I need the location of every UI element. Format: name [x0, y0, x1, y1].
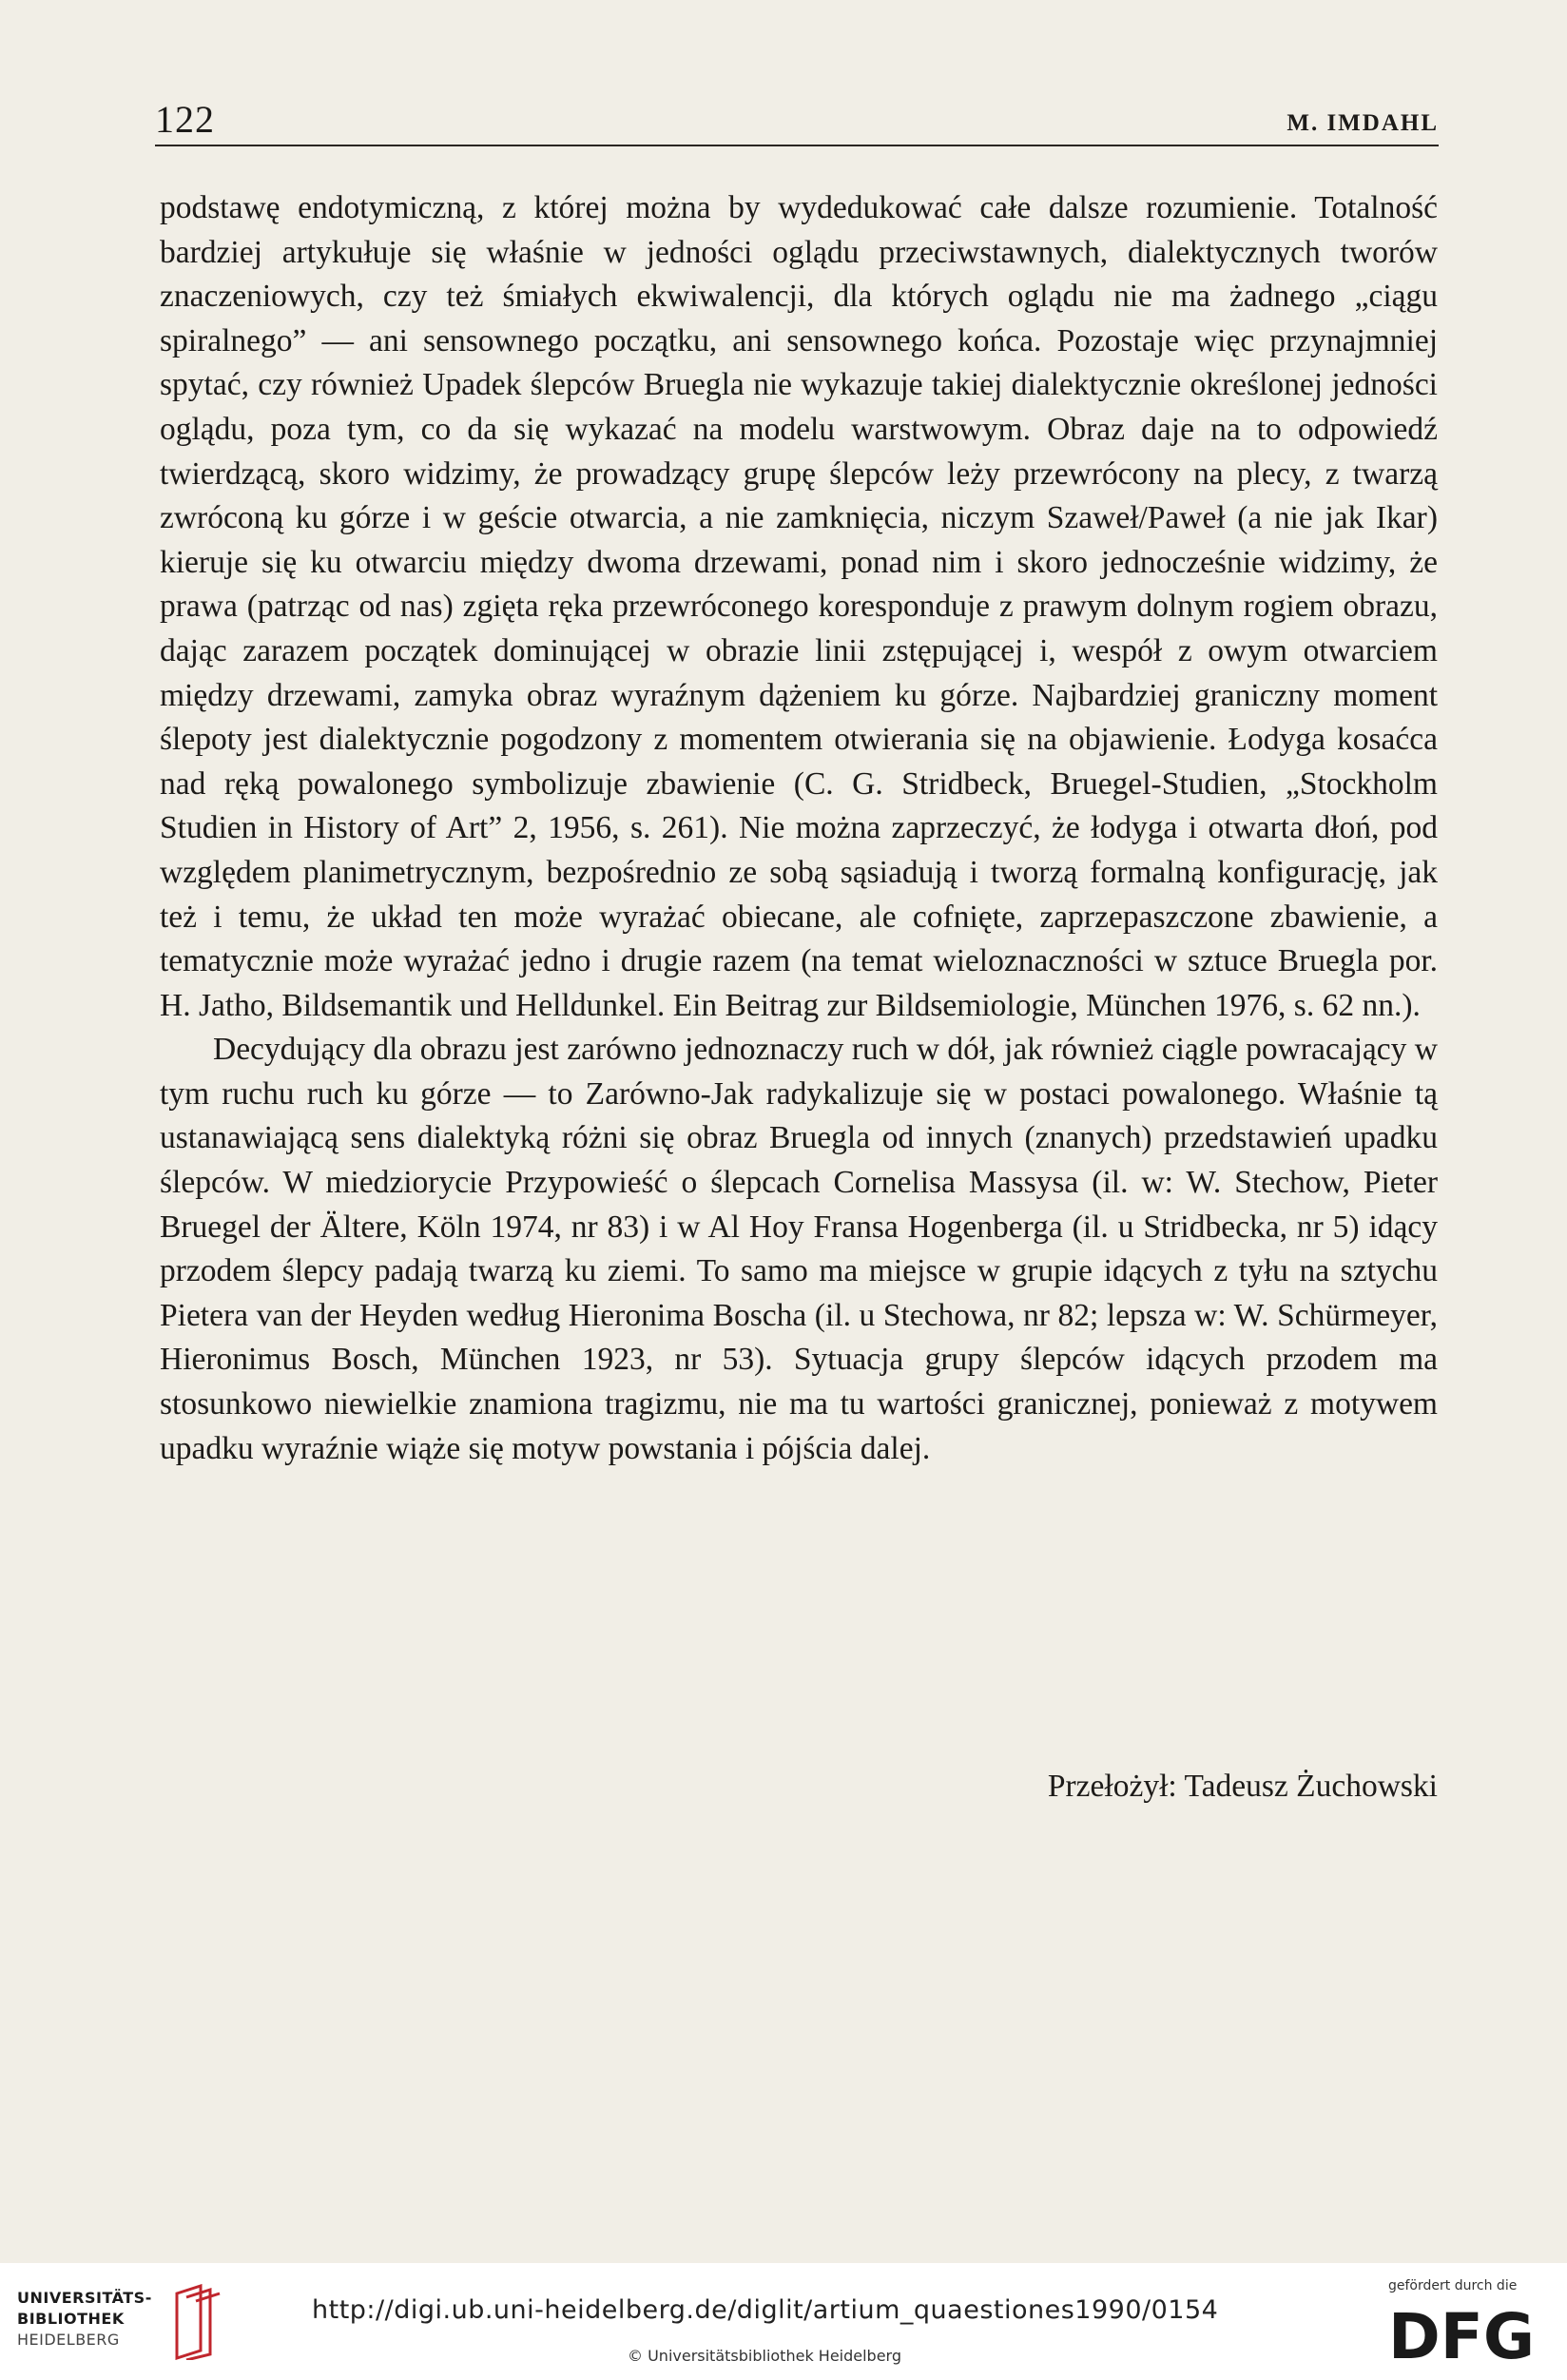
library-name [17, 2288, 152, 2351]
copyright-notice: © Universitätsbibliothek Heidelberg [628, 2347, 902, 2365]
library-name-line-2: BIBLIOTHEK [17, 2310, 125, 2328]
library-name-line-1: UNIVERSITÄTS- [17, 2289, 152, 2307]
digitization-footer [0, 2263, 1567, 2380]
running-head [155, 97, 1439, 146]
header-rule [155, 145, 1439, 146]
dfg-badge [1388, 2278, 1550, 2373]
library-emblem-icon [158, 2284, 224, 2360]
page-number: 122 [155, 98, 215, 141]
permalink-url[interactable]: http://digi.ub.uni-heidelberg.de/diglit/artium_quaestiones1990/0154 [312, 2295, 1219, 2325]
running-head-author: M. IMDAHL [1286, 110, 1439, 136]
paragraph-2: Decydujący dla obrazu jest zarówno jednoznaczy ruch w dół, jak również ciągle powracający w tym ruchu ruch ku górze — to Zarówno-Jak radykalizuje się w postaci powalonego. Właśnie tą ustanawiającą sens dialektyką różni się obraz Bruegla od innych (znanych) przedstawień upadku ślepców. W miedziorycie Przypowieść o ślepcach Cornelisa Massysa (il. w: W. Stechow, Pieter Bruegel der Ältere, Köln 1974, nr 83) i w Al Hoy Fransa Hogenberga (il. u Stridbecka, nr 5) idący przodem ślepcy padają twarzą ku ziemi. To samo ma miejsce w grupie idących z tyłu na sztychu Pietera van der Heyden według Hieronima Boscha (il. u Stechowa, nr 82; lepsza w: W. Schürmeyer, Hieronimus Bosch, München 1923, nr 53). Sytuacja grupy ślepców idących przodem ma stosunkowo niewielkie znamiona tragizmu, nie ma tu wartości granicznej, ponieważ z motywem upadku wyraźnie wiąże się motyw powstania i pójścia dalej. [160, 1032, 1438, 1466]
article-body [160, 186, 1438, 1471]
dfg-logo-icon [1388, 2303, 1540, 2366]
library-name-line-3: HEIDELBERG [17, 2331, 120, 2349]
library-logo [17, 2284, 255, 2360]
paragraph-1: podstawę endotymiczną, z której można by wydedukować całe dalsze rozumienie. Totalność bardziej artykułuje się właśnie w jedności oglądu przeciwstawnych, dialektycznych tworów znaczeniowych, czy też śmiałych ekwiwalencji, dla których oglądu nie ma żadnego „ciągu spiralnego” — ani sensownego początku, ani sensownego końca. Pozostaje więc przynajmniej spytać, czy również Upadek ślepców Bruegla nie wykazuje takiej dialektycznie określonej jedności oglądu, poza tym, co da się wykazać na modelu warstwowym. Obraz daje na to odpowiedź twierdzącą, skoro widzimy, że prowadzący grupę ślepców leży przewrócony na plecy, z twarzą zwróconą ku górze i w geście otwarcia, a nie zamknięcia, niczym Szaweł/Paweł (a nie jak Ikar) kieruje się ku otwarciu między dwoma drzewami, ponad nim i skoro jednocześnie widzimy, że prawa (patrząc od nas) zgięta ręka przewróconego koresponduje z prawym dolnym rogiem obrazu, dając zarazem początek dominującej w obrazie linii zstępującej i, wespół z owym otwarciem między drzewami, zamyka obraz wyraźnym dążeniem ku górze. Najbardziej graniczny moment ślepoty jest dialektycznie pogodzony z momentem otwierania się na objawienie. Łodyga kosaćca nad ręką powalonego symbolizuje zbawienie (C. G. Stridbeck, Bruegel-Studien, „Stockholm Studien in History of Art” 2, 1956, s. 261). Nie można zaprzeczyć, że łodyga i otwarta dłoń, pod względem planimetrycznym, bezpośrednio ze sobą sąsiadują i tworzą formalną konfigurację, jak też i temu, że układ ten może wyrażać obiecane, ale cofnięte, zaprzepaszczone zbawienie, a tematycznie może wyrażać jedno i drugie razem (na temat wieloznaczności w sztuce Bruegla por. H. Jatho, Bildsemantik und Helldunkel. Ein Beitrag zur Bildsemiologie, München 1976, s. 62 nn.). [160, 190, 1438, 1023]
funding-note: gefördert durch die [1388, 2278, 1518, 2293]
dfg-logo-text: DFG [1388, 2303, 1536, 2366]
translator-credit: Przełożył: Tadeusz Żuchowski [1047, 1769, 1438, 1804]
